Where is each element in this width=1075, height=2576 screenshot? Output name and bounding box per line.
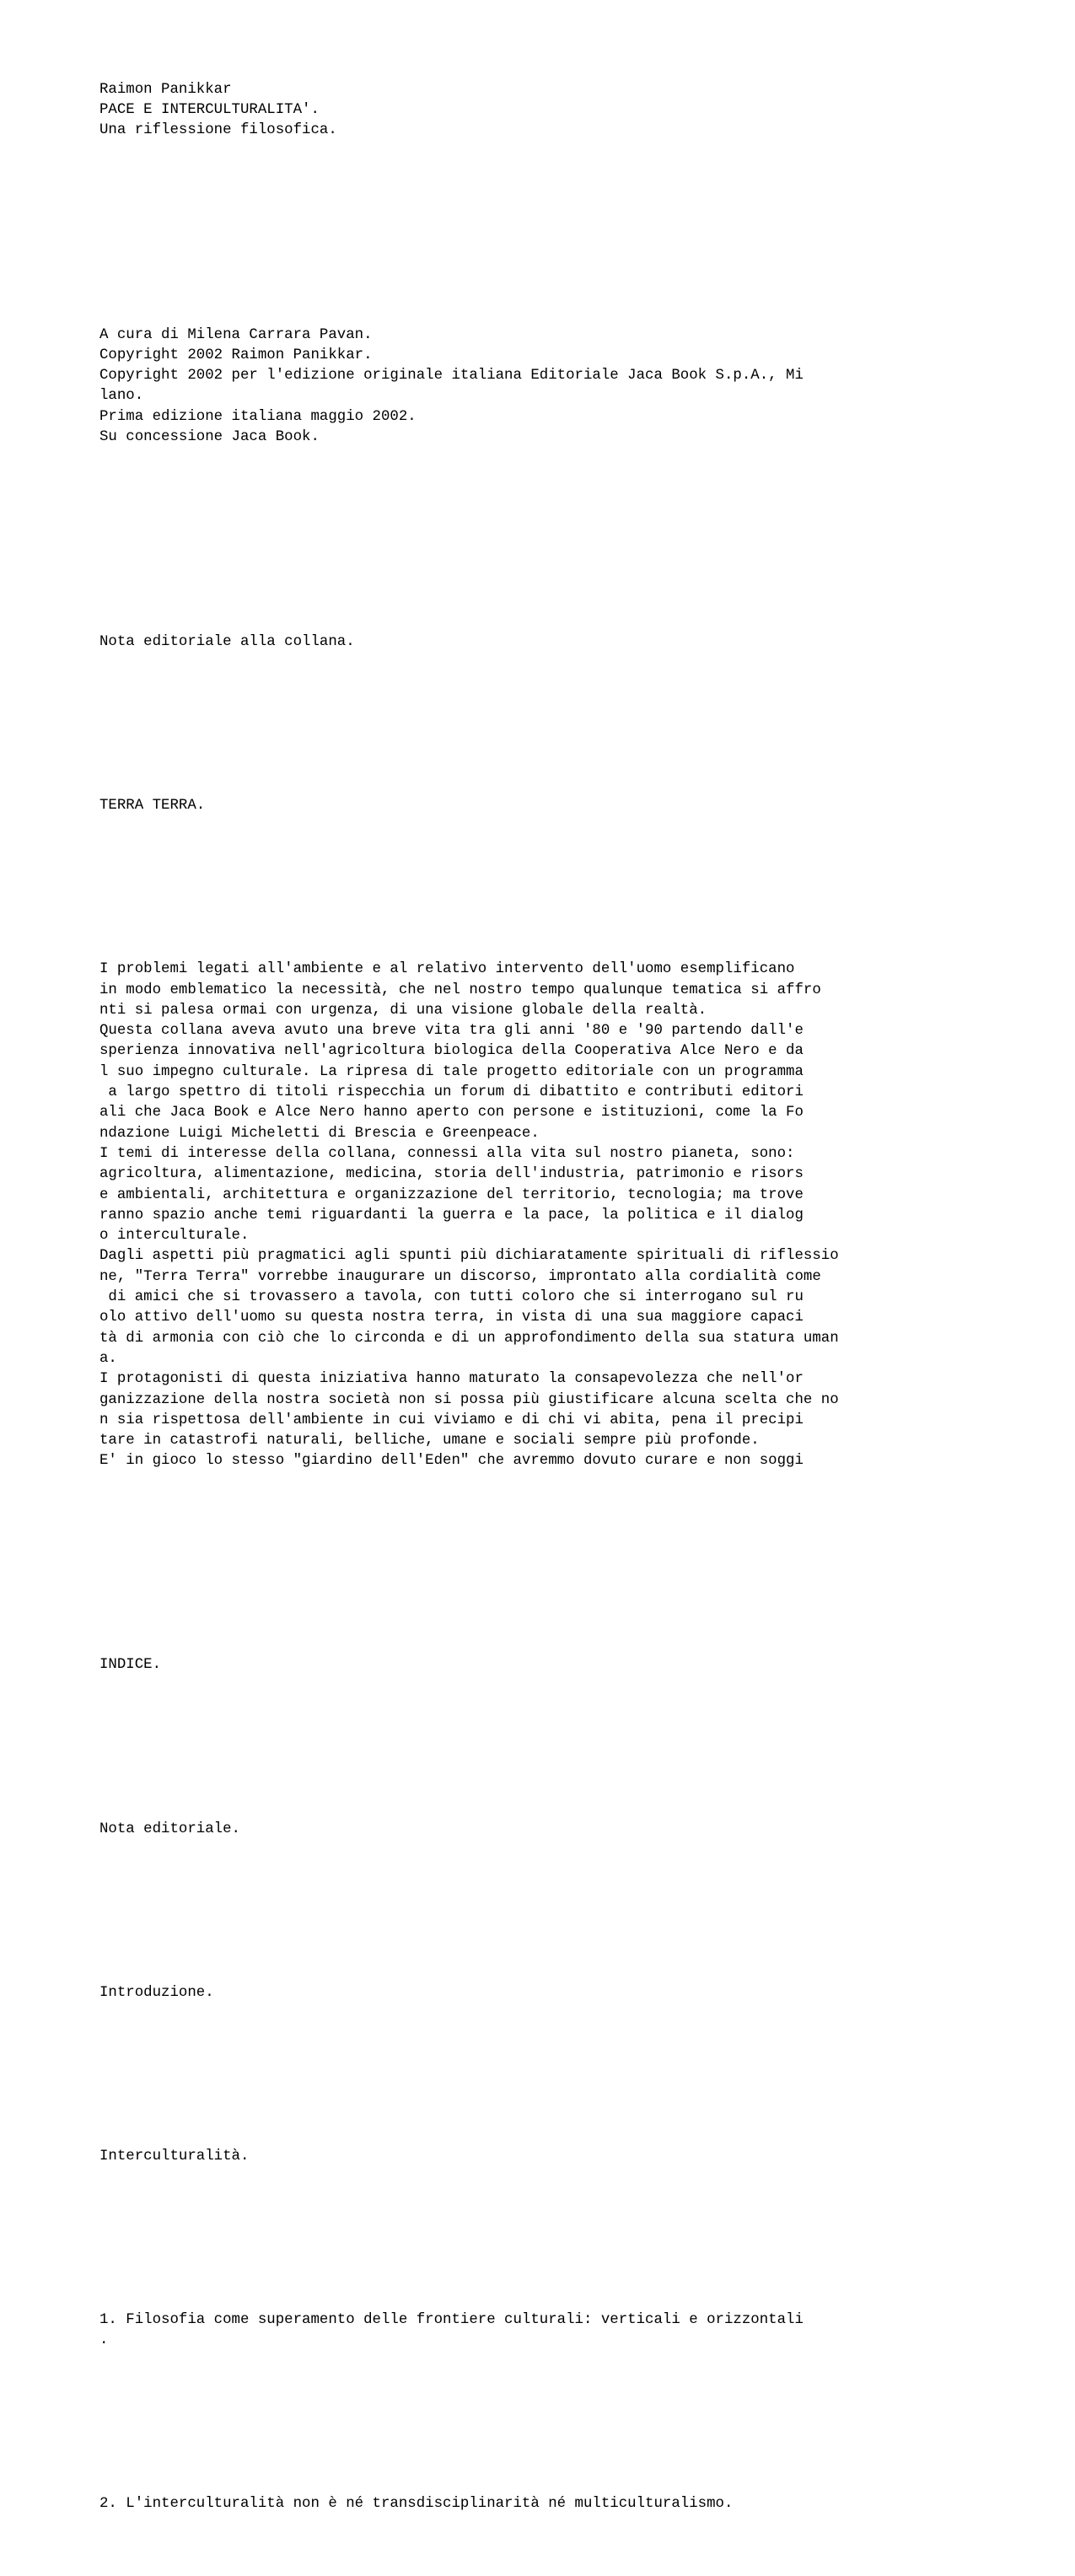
body-line: Dagli aspetti più pragmatici agli spunti più dichiaratamente spirituali di riflessio	[99, 1248, 839, 1265]
spacer-before-toc	[99, 1534, 943, 1595]
toc-item-interculturalita[interactable]: Interculturalità.	[99, 2148, 250, 2165]
copyright-author-line: Copyright 2002 Raimon Panikkar.	[99, 347, 373, 363]
body-line: I problemi legati all'ambiente e al relativo intervento dell'uomo esemplificano	[99, 961, 795, 978]
toc-heading: INDICE.	[99, 1657, 162, 1674]
toc-item-introduzione[interactable]: Introduzione.	[99, 1984, 214, 2001]
spacer-toc-4	[99, 2412, 943, 2433]
license-line: Su concessione Jaca Book.	[99, 429, 320, 446]
body-line: ganizzazione della nostra società non si possa più giustificare alcuna scelta che no	[99, 1391, 839, 1408]
subtitle-line: Una riflessione filosofica.	[99, 122, 337, 139]
editor-credit-line: A cura di Milena Carrara Pavan.	[99, 326, 373, 343]
body-line: E' in gioco lo stesso "giardino dell'Eden" che avremmo dovuto curare e non soggi	[99, 1453, 804, 1470]
body-line: I protagonisti di questa iniziativa hanno maturato la consapevolezza che nell'or	[99, 1371, 804, 1388]
body-line: a.	[99, 1350, 117, 1367]
toc-item-1-filosofia[interactable]: 1. Filosofia come superamento delle frontiere culturali: verticali e orizzontali .	[99, 2311, 804, 2349]
author-line: Raimon Panikkar	[99, 81, 232, 98]
editorial-note-body	[99, 960, 943, 1471]
imprint-block	[99, 325, 943, 449]
body-line: ali che Jaca Book e Alce Nero hanno aperto con persone e istituzioni, come la Fo	[99, 1105, 804, 1121]
spacer-toc-1	[99, 1901, 943, 1922]
body-line: Questa collana aveva avuto una breve vita tra gli anni '80 e '90 partendo dall'e	[99, 1023, 804, 1040]
book-title-line: PACE E INTERCULTURALITA'.	[99, 102, 320, 119]
first-edition-line: Prima edizione italiana maggio 2002.	[99, 408, 417, 425]
body-line: nti si palesa ormai con urgenza, di una visione globale della realtà.	[99, 1002, 707, 1019]
spacer-after-series-title	[99, 878, 943, 898]
body-line: e ambientali, architettura e organizzazione del territorio, tecnologia; ma trove	[99, 1186, 804, 1203]
body-line: o interculturale.	[99, 1228, 250, 1245]
document-text-body	[99, 19, 943, 2576]
copyright-publisher-line: Copyright 2002 per l'edizione originale italiana Editoriale Jaca Book S.p.A., Mi	[99, 368, 804, 385]
body-line: di amici che si trovassero a tavola, con tutti coloro che si interrogano sul ru	[99, 1289, 804, 1306]
toc-item-nota-editoriale[interactable]: Nota editoriale.	[99, 1820, 240, 1837]
spacer-toc-2	[99, 2065, 943, 2085]
spacer-after-imprint	[99, 509, 943, 571]
title-block	[99, 80, 943, 142]
spacer-after-toc-heading	[99, 1738, 943, 1758]
copyright-publisher-line-cont: lano.	[99, 388, 144, 405]
body-line: in modo emblematico la necessità, che nel nostro tempo qualunque tematica si affro	[99, 981, 821, 998]
body-line: l suo impegno culturale. La ripresa di tale progetto editoriale con un programma	[99, 1063, 804, 1080]
editorial-note-heading: Nota editoriale alla collana.	[99, 634, 355, 651]
series-title-heading: TERRA TERRA.	[99, 798, 206, 815]
body-line: agricoltura, alimentazione, medicina, storia dell'industria, patrimonio e risors	[99, 1166, 804, 1183]
body-line: ndazione Luigi Micheletti di Brescia e Greenpeace.	[99, 1125, 540, 1142]
spacer-after-title	[99, 203, 943, 264]
toc-item-2-interculturalita[interactable]: 2. L'interculturalità non è né transdisciplinarità né multiculturalismo.	[99, 2496, 734, 2513]
body-line: a largo spettro di titoli rispecchia un forum di dibattito e contributi editori	[99, 1084, 804, 1101]
body-line: ranno spazio anche temi riguardanti la guerra e la pace, la politica e il dialog	[99, 1207, 804, 1223]
body-line: sperienza innovativa nell'agricoltura biologica della Cooperativa Alce Nero e da	[99, 1043, 804, 1060]
body-line: tare in catastrofi naturali, belliche, umane e sociali sempre più profonde.	[99, 1433, 760, 1449]
body-line: ne, "Terra Terra" vorrebbe inaugurare un discorso, improntato alla cordialità come	[99, 1268, 821, 1285]
body-line: n sia rispettosa dell'ambiente in cui viviamo e di chi vi abita, pena il precipi	[99, 1412, 804, 1428]
body-line: tà di armonia con ciò che lo circonda e di un approfondimento della sua statura uman	[99, 1330, 839, 1347]
body-line: olo attivo dell'uomo su questa nostra terra, in vista di una sua maggiore capaci	[99, 1310, 804, 1326]
body-line: I temi di interesse della collana, connessi alla vita sul nostro pianeta, sono:	[99, 1145, 795, 1162]
spacer-toc-3	[99, 2229, 943, 2249]
spacer-after-editorial-heading	[99, 714, 943, 734]
